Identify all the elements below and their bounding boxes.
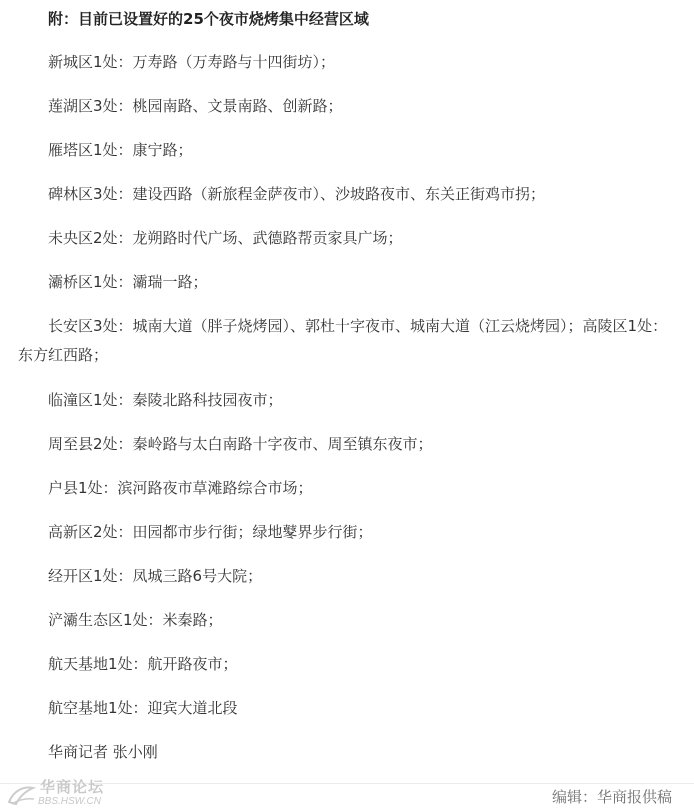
- watermark-url: BBS.HSW.CN: [38, 796, 101, 807]
- list-item: 航空基地1处：迎宾大道北段: [48, 699, 238, 717]
- list-item: 未央区2处：龙朔路时代广场、武德路帮贡家具广场；: [48, 229, 403, 247]
- list-item: 航天基地1处：航开路夜市；: [48, 655, 238, 673]
- list-item: 高新区2处：田园都市步行街；绿地鼕界步行街；: [48, 523, 373, 541]
- reporter-byline: 华商记者 张小刚: [48, 743, 158, 761]
- forum-logo-icon: [6, 782, 36, 808]
- list-item: 新城区1处：万寿路（万寿路与十四街坊）；: [48, 53, 336, 71]
- list-item-wrapped: 长安区3处：城南大道（胖子烧烤园）、郭杜十字夜市、城南大道（江云烧烤园）；高陵区1处：东方红西路；: [18, 317, 668, 364]
- list-item: 碑林区3处：建设西路（新旅程金萨夜市）、沙坡路夜市、东关正街鸡市拐；: [48, 185, 546, 203]
- list-item: 灞桥区1处：灞瑞一路；: [48, 273, 208, 291]
- list-item: 雁塔区1处：康宁路；: [48, 141, 193, 159]
- article-heading: 附：目前已设置好的25个夜市烧烤集中经营区域: [48, 10, 369, 28]
- editor-credit: 编辑：华商报供稿: [551, 788, 672, 806]
- list-item: 周至县2处：秦岭路与太白南路十字夜市、周至镇东夜市；: [48, 435, 433, 453]
- list-item: 莲湖区3处：桃园南路、文景南路、创新路；: [48, 97, 343, 115]
- list-item: 户县1处：滨河路夜市草滩路综合市场；: [48, 479, 313, 497]
- list-item: 经开区1处：凤城三路6号大院；: [48, 567, 263, 585]
- list-item: 临潼区1处：秦陵北路科技园夜市；: [48, 391, 283, 409]
- forum-watermark: [4, 776, 138, 812]
- watermark-title: 华商论坛: [40, 778, 105, 796]
- list-item: 浐灞生态区1处：米秦路；: [48, 611, 223, 629]
